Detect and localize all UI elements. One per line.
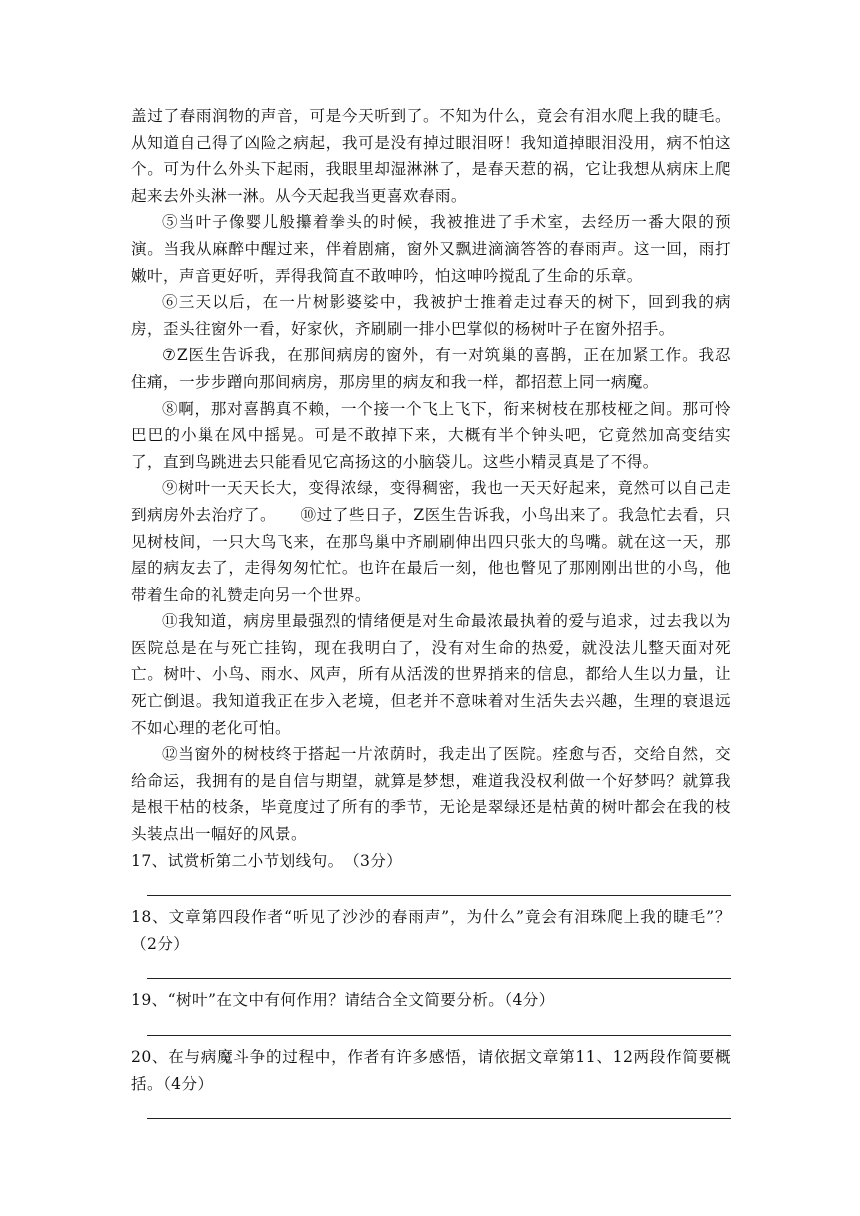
question-20: 20、在与病魔斗争的过程中，作者有许多感悟，请依据文章第11、12两段作简要概括。（4分） bbox=[131, 1048, 731, 1093]
paragraph-9-10: ⑨树叶一天天长大，变得浓绿，变得稠密，我也一天天好起来，竟然可以自己走到病房外去治疗了。 ⑩过了些日子，Z医生告诉我，小鸟出来了。我急忙去看，只见树枝间，一只大鸟飞来，在那鸟巢中齐刷刷伸出四只张大的鸟嘴。就在这一天，那屋的病友去了，走得匆匆忙忙。也许在最后一刻，他也瞥见了那刚刚出世的小鸟，他带着生命的礼赞走向另一个世界。 bbox=[131, 479, 731, 604]
paragraph-6: ⑥三天以后，在一片树影婆娑中，我被护士推着走过春天的树下，回到我的病房，歪头往窗外一看，好家伙，齐刷刷一排小巴掌似的杨树叶子在窗外招手。 bbox=[131, 293, 731, 338]
answer-line-20[interactable] bbox=[147, 1097, 731, 1123]
paragraph-12: ⑫当窗外的树枝终于搭起一片浓荫时，我走出了医院。痊愈与否，交给自然，交给命运，我拥有的是自信与期望，就算是梦想，难道我没权利做一个好梦吗？就算我是根干枯的枝条，毕竟度过了所有的季节，无论是翠绿还是枯黄的树叶都会在我的枝头装点出一幅好的风景。 bbox=[131, 745, 731, 844]
document-page bbox=[131, 103, 731, 1123]
question-17: 17、试赏析第二小节划线句。 （3分） bbox=[131, 851, 403, 870]
paragraph-11: ⑪我知道，病房里最强烈的情绪便是对生命最浓最执着的爱与追求，过去我以为医院总是在与死亡挂钩，现在我明白了，没有对生命的热爱，就没法儿整天面对死亡。树叶、小鸟、雨水、风声，所有从活泼的世界捎来的信息，都给人生以力量，让死亡倒退。我知道我正在步入老境，但老并不意味着对生活失去兴趣，生理的衰退远不如心理的老化可怕。 bbox=[131, 612, 731, 737]
question-19: 19、“树叶”在文中有何作用？请结合全文简要分析。（4分） bbox=[131, 991, 555, 1010]
paragraph-7: ⑦Z医生告诉我，在那间病房的窗外，有一对筑巢的喜鹊，正在加紧工作。我忍住痛，一步步蹭向那间病房，那房里的病友和我一样，都招惹上同一病魔。 bbox=[131, 346, 731, 391]
paragraph-4-continued: 盖过了春雨润物的声音，可是今天听到了。不知为什么，竟会有泪水爬上我的睫毛。从知道自己得了凶险之病起，我可是没有掉过眼泪呀！我知道掉眼泪没用，病不怕这个。可为什么外头下起雨，我眼里却湿淋淋了，是春天惹的祸，它让我想从病床上爬起来去外头淋一淋。从今天起我当更喜欢春雨。 bbox=[131, 107, 731, 205]
answer-line-17[interactable] bbox=[147, 874, 731, 900]
paragraph-5: ⑤当叶子像婴儿般攥着拳头的时候，我被推进了手术室，去经历一番大限的预演。当我从麻醉中醒过来，伴着剧痛，窗外又飘进滴滴答答的春雨声。这一回，雨打嫩叶，声音更好听，弄得我简直不敢呻吟，怕这呻吟搅乱了生命的乐章。 bbox=[131, 213, 731, 285]
answer-line-19[interactable] bbox=[147, 1014, 731, 1040]
answer-line-18[interactable] bbox=[147, 957, 731, 983]
question-18: 18、文章第四段作者“听见了沙沙的春雨声”，为什么”竟会有泪珠爬上我的睫毛”？（2分） bbox=[131, 908, 731, 953]
paragraph-8: ⑧啊，那对喜鹊真不赖，一个接一个飞上飞下，衔来树枝在那枝桠之间。那可怜巴巴的小巢在风中摇晃。可是不敢掉下来，大概有半个钟头吧，它竟然加高变结实了，直到鸟跳进去只能看见它高扬这的小脑袋儿。这些小精灵真是了不得。 bbox=[131, 399, 731, 471]
